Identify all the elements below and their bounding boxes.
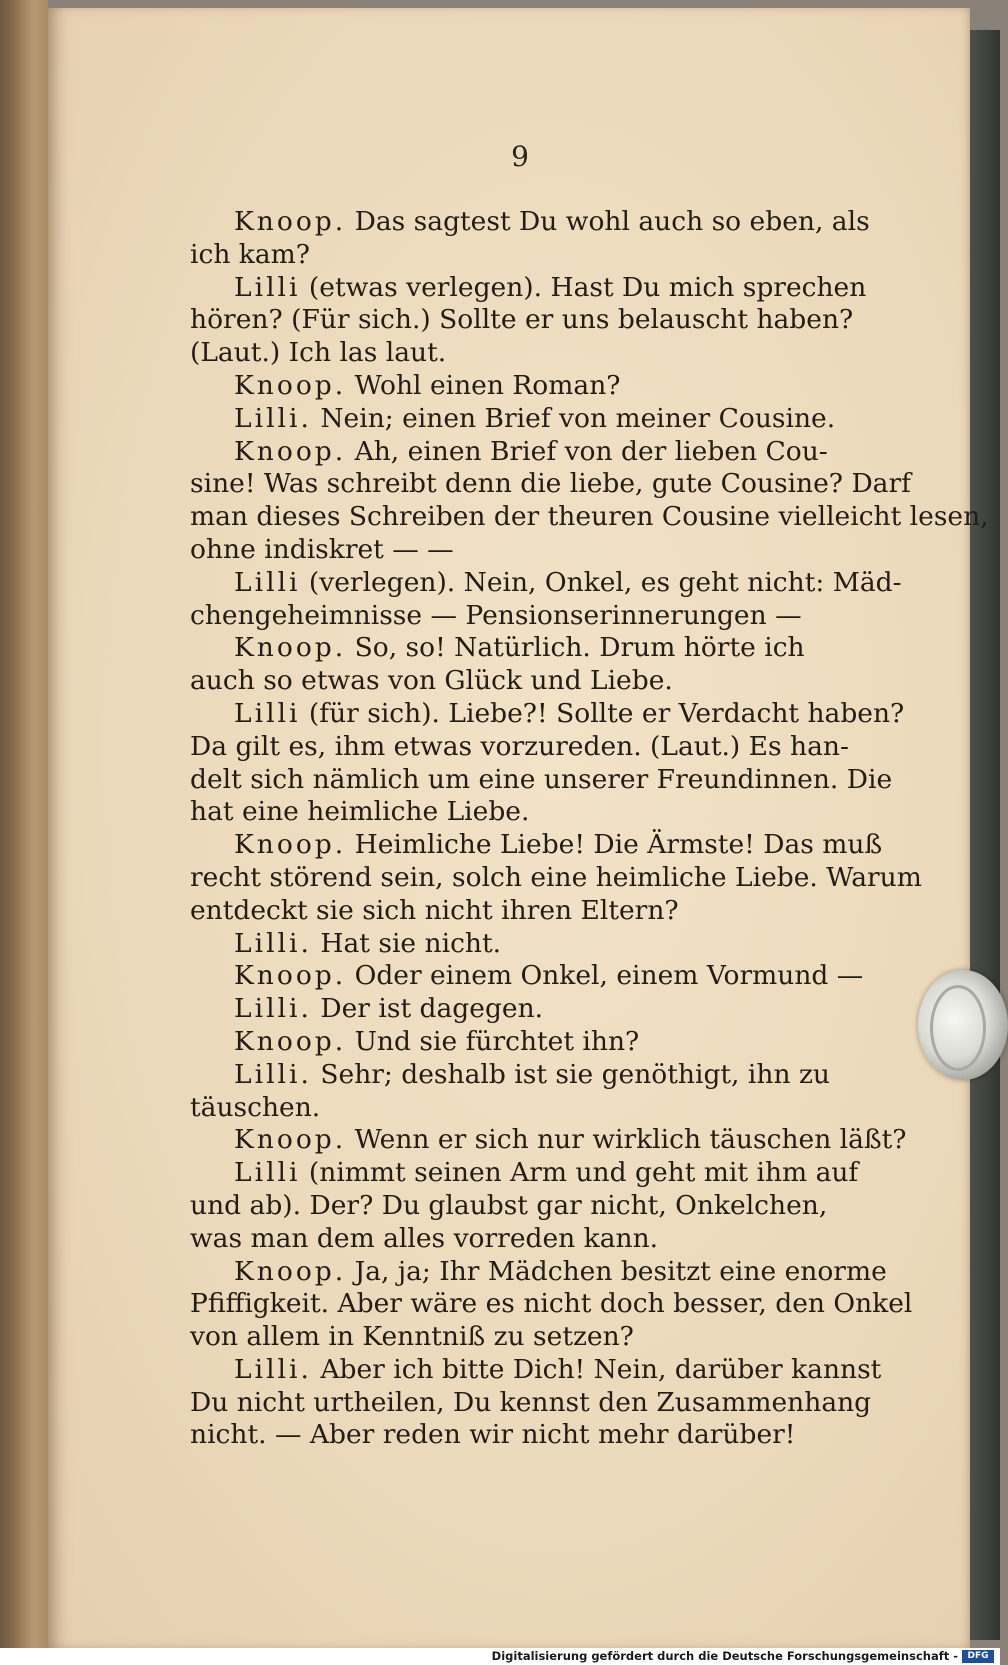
text-line xyxy=(190,697,905,731)
speaker-name: Lilli xyxy=(234,566,301,598)
text-line xyxy=(190,534,856,567)
speaker-name: Knoop. xyxy=(234,369,347,401)
speaker-name: Knoop. xyxy=(234,435,347,467)
text-line xyxy=(190,337,856,370)
text-line xyxy=(190,1321,856,1354)
speaker-name: Lilli. xyxy=(234,402,312,434)
text-line xyxy=(190,600,856,633)
speaker-name: Knoop. xyxy=(234,960,347,992)
line-text: Das sagtest Du wohl auch so eben, als xyxy=(346,206,870,237)
line-text: ich kam? xyxy=(190,238,311,270)
text-line xyxy=(190,928,856,961)
left-page-edge xyxy=(0,0,48,1650)
line-text: hören? (Für sich.) Sollte er uns belauscht haben? xyxy=(190,304,854,336)
text-line xyxy=(190,566,902,600)
line-text: täuschen. xyxy=(190,1091,321,1123)
line-text: und ab). Der? Du glaubst gar nicht, Onkelchen, xyxy=(190,1189,828,1221)
line-text: hat eine heimliche Liebe. xyxy=(190,796,530,828)
text-line xyxy=(190,632,856,665)
page-clip-ring xyxy=(930,985,986,1071)
text-line xyxy=(190,665,856,698)
text-line xyxy=(190,1157,859,1190)
speaker-name: Knoop. xyxy=(234,1124,347,1156)
line-text: recht störend sein, solch eine heimliche Liebe. Warum xyxy=(190,861,922,893)
speaker-name: Knoop. xyxy=(234,206,347,237)
line-text: Sehr; deshalb ist sie genöthigt, ihn zu xyxy=(311,1058,830,1090)
line-text: (etwas verlegen). Hast Du mich sprechen xyxy=(300,271,867,303)
text-line xyxy=(190,370,856,403)
line-text: So, so! Natürlich. Drum hörte ich xyxy=(346,632,805,664)
speaker-name: Knoop. xyxy=(234,1255,347,1287)
line-text: Ja, ja; Ihr Mädchen besitzt eine enorme xyxy=(346,1255,887,1287)
text-line xyxy=(190,1419,856,1452)
text-line xyxy=(190,1223,856,1256)
line-text: entdeckt sie sich nicht ihren Eltern? xyxy=(190,894,679,926)
line-text: chengeheimnisse — Pensionserinnerungen — xyxy=(190,599,802,631)
text-line xyxy=(190,731,856,764)
line-text: auch so etwas von Glück und Liebe. xyxy=(190,665,673,697)
line-text: Ah, einen Brief von der lieben Cou- xyxy=(346,435,828,467)
speaker-name: Lilli. xyxy=(234,1353,312,1385)
line-text: Oder einem Onkel, einem Vormund — xyxy=(346,960,864,992)
speaker-name: Lilli. xyxy=(234,927,312,959)
line-text: ohne indiskret — — xyxy=(190,533,454,565)
text-line xyxy=(190,1386,872,1420)
text-line xyxy=(190,796,856,829)
speaker-name: Lilli xyxy=(234,697,301,729)
line-text: Da gilt es, ihm etwas vorzureden. (Laut.) Es han- xyxy=(190,730,849,762)
line-text: Hat sie nicht. xyxy=(311,927,502,959)
text-line xyxy=(190,1092,856,1125)
text-line xyxy=(190,763,893,797)
text-line xyxy=(190,271,867,305)
text-line xyxy=(190,468,911,501)
text-line xyxy=(190,1353,882,1387)
book-cover-edge xyxy=(970,30,1000,1640)
speaker-name: Knoop. xyxy=(234,829,347,861)
line-text: Wenn er sich nur wirklich täuschen läßt? xyxy=(346,1124,907,1156)
line-text: nicht. — Aber reden wir nicht mehr darüber! xyxy=(190,1419,796,1451)
text-line xyxy=(190,1288,913,1321)
text-line xyxy=(190,1124,907,1157)
line-text: man dieses Schreiben der theuren Cousine vielleicht lesen, xyxy=(190,501,989,533)
line-text: sine! Was schreibt denn die liebe, gute Cousine? Darf xyxy=(190,468,911,500)
speaker-name: Lilli. xyxy=(234,1058,312,1090)
text-line xyxy=(190,993,856,1026)
speaker-name: Knoop. xyxy=(234,632,347,664)
text-line xyxy=(190,829,883,862)
line-text: Der ist dagegen. xyxy=(311,993,544,1025)
text-line xyxy=(190,895,856,928)
text-line xyxy=(190,501,989,534)
speaker-name: Knoop. xyxy=(234,1025,347,1057)
line-text: was man dem alles vorreden kann. xyxy=(190,1222,659,1254)
text-line xyxy=(190,861,922,895)
line-text: von allem in Kenntniß zu setzen? xyxy=(190,1321,634,1353)
page-text xyxy=(190,206,989,1452)
dfg-logo: DFG xyxy=(962,1650,994,1663)
line-text: (nimmt seinen Arm und geht mit ihm auf xyxy=(300,1157,859,1189)
text-line xyxy=(190,1059,856,1092)
line-text: (für sich). Liebe?! Sollte er Verdacht haben? xyxy=(300,697,905,729)
line-text: Pfiffigkeit. Aber wäre es nicht doch besser, den Onkel xyxy=(190,1288,913,1320)
speaker-name: Lilli xyxy=(234,271,301,303)
line-text: Aber ich bitte Dich! Nein, darüber kannst xyxy=(311,1353,882,1385)
text-line xyxy=(190,960,864,993)
line-text: Du nicht urtheilen, Du kennst den Zusammenhang xyxy=(190,1386,872,1418)
text-line xyxy=(190,206,870,239)
page-number: 9 xyxy=(511,140,529,173)
line-text: (Laut.) Ich las laut. xyxy=(190,337,447,369)
text-line xyxy=(190,436,856,469)
text-line xyxy=(190,1026,856,1059)
line-text: (verlegen). Nein, Onkel, es geht nicht: Mäd- xyxy=(300,566,902,598)
text-line xyxy=(190,239,856,272)
text-line xyxy=(190,304,856,337)
line-text: Und sie fürchtet ihn? xyxy=(346,1025,640,1057)
speaker-name: Lilli. xyxy=(234,993,312,1025)
line-text: Heimliche Liebe! Die Ärmste! Das muß xyxy=(346,829,883,861)
text-line xyxy=(190,1190,856,1223)
footer-credit: Digitalisierung gefördert durch die Deutsche Forschungsgemeinschaft - xyxy=(491,1649,958,1663)
line-text: delt sich nämlich um eine unserer Freundinnen. Die xyxy=(190,763,893,795)
text-line xyxy=(190,403,856,436)
text-line xyxy=(190,1255,887,1289)
line-text: Wohl einen Roman? xyxy=(346,369,621,401)
speaker-name: Lilli xyxy=(234,1157,301,1189)
line-text: Nein; einen Brief von meiner Cousine. xyxy=(311,402,836,434)
